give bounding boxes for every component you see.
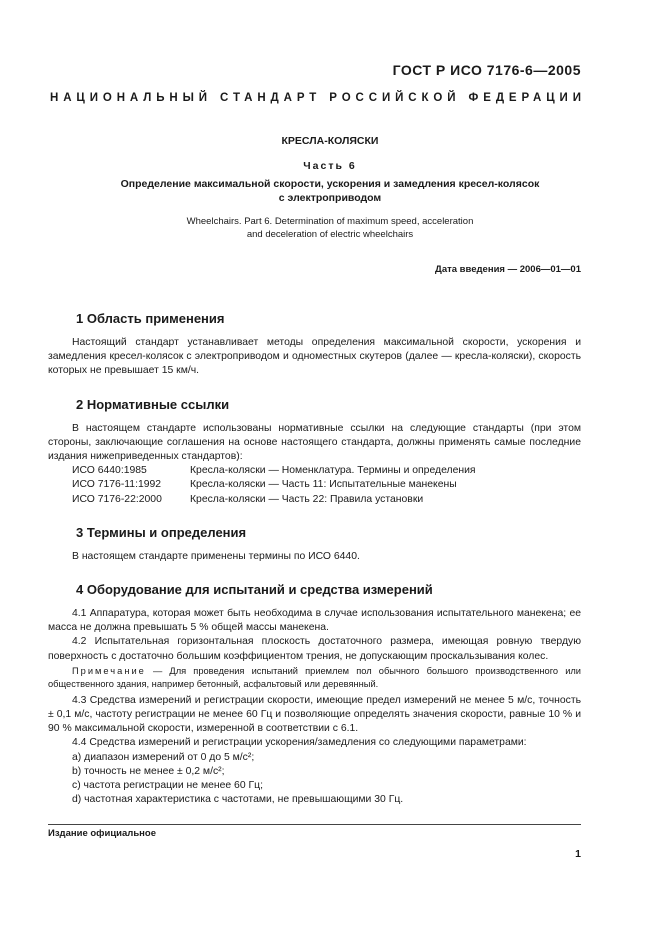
clause-4-1: 4.1 Аппаратура, которая может быть необходима в случае использования испытательного манекена; ее масса не должна превышать 5 % общей массы манекена. (48, 608, 581, 634)
document-body (48, 311, 581, 825)
reference-item (48, 478, 581, 492)
national-standard-banner: НАЦИОНАЛЬНЫЙ СТАНДАРТ РОССИЙСКОЙ ФЕДЕРАЦИИ (50, 92, 586, 104)
list-item: b) точность не менее ± 0,2 м/с²; (72, 765, 225, 777)
reference-code: ИСО 6440:1985 (72, 465, 147, 477)
reference-title: Кресла-коляски — Часть 22: Правила установки (190, 493, 424, 505)
section-4 (48, 582, 581, 807)
english-title-line-1: Wheelchairs. Part 6. Determination of maximum speed, acceleration (186, 216, 474, 227)
reference-title: Кресла-коляски — Часть 11: Испытательные манекены (190, 479, 457, 491)
part-label: Часть 6 (303, 160, 357, 172)
section-2 (48, 397, 581, 507)
document-title: КРЕСЛА-КОЛЯСКИ (281, 135, 379, 147)
subtitle-line-2: с электроприводом (278, 192, 382, 204)
clause-4-4: 4.4 Средства измерений и регистрации ускорения/замедления со следующими параметрами: (72, 737, 527, 749)
list-item: d) частотная характеристика с частотами, не превышающими 30 Гц. (72, 794, 404, 806)
reference-item (48, 493, 581, 507)
english-title (60, 215, 600, 241)
note-label: Примечание (72, 665, 146, 676)
paragraph: В настоящем стандарте использованы нормативные ссылки на следующие стандарты (при этом стороны, заключающие соглашения на основе настоящего стандарта, должны применять самые последние издания нижеприведенных стандартов): (48, 422, 581, 463)
reference-code: ИСО 7176-22:2000 (72, 493, 162, 505)
list-item: a) диапазон измерений от 0 до 5 м/с²; (72, 751, 255, 763)
section-heading: 3 Термины и определения (76, 524, 247, 540)
subtitle-line-1: Определение максимальной скорости, ускорения и замедления кресел-колясок (120, 178, 540, 190)
english-title-line-2: and deceleration of electric wheelchairs (246, 229, 414, 240)
reference-code: ИСО 7176-11:1992 (72, 479, 162, 491)
reference-item (48, 464, 581, 478)
clause-4-3: 4.3 Средства измерений и регистрации скорости, имеющие предел измерений не менее 5 м/с, точность ± 0,1 м/с, частоту регистрации не менее 60 Гц и позволяющие определять значения скорости, равные 10 % и 90 % максимальной скорости, измеренной в соответствии с 6.1. (48, 694, 581, 735)
note (48, 665, 581, 691)
section-1 (48, 311, 581, 379)
footer-divider (48, 824, 581, 825)
document-subtitle (60, 177, 600, 205)
reference-title: Кресла-коляски — Номенклатура. Термины и определения (190, 465, 476, 477)
standard-code: ГОСТ Р ИСО 7176-6—2005 (392, 62, 581, 78)
note-text: — Для проведения испытаний приемлем пол обычного большого производственного или общественного здания, например бетонный, асфальтовый или деревянный. (48, 665, 581, 689)
section-3 (48, 525, 581, 564)
section-heading: 2 Нормативные ссылки (76, 396, 230, 412)
edition-label: Издание официальное (48, 828, 156, 839)
clause-4-2: 4.2 Испытательная горизонтальная плоскость достаточного размера, имеющая ровную твердую поверхность с достаточно большим коэффициентом трения, не допускающим проскальзывания колес. (48, 636, 581, 662)
introduction-date: Дата введения — 2006—01—01 (435, 264, 581, 275)
paragraph: В настоящем стандарте применены термины по ИСО 6440. (72, 550, 360, 562)
section-heading: 4 Оборудование для испытаний и средства измерений (76, 582, 433, 598)
paragraph: Настоящий стандарт устанавливает методы определения максимальной скорости, ускорения и замедления кресел-колясок с электроприводом и одноместных скутеров (далее — кресла-коляски), скорость которых не превышает 15 км/ч. (48, 337, 581, 377)
list-item: c) частота регистрации не менее 60 Гц; (72, 780, 263, 792)
page-number: 1 (575, 848, 581, 860)
section-heading: 1 Область применения (76, 311, 225, 326)
